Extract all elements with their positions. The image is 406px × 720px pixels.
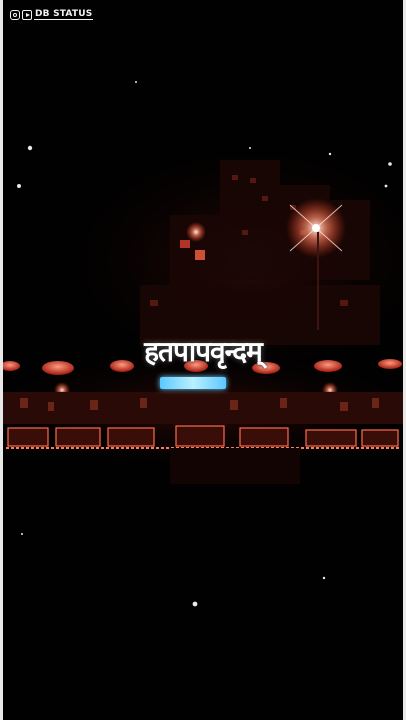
light-small [186,222,206,242]
lyric-highlight-bar [160,377,226,389]
channel-watermark [10,9,93,20]
youtube-icon [22,10,32,20]
ghat-steps [170,448,300,484]
street-light [312,224,320,232]
instagram-icon [10,10,20,20]
lyric-caption: हतपापवृन्दम् [144,335,262,368]
channel-name: DB STATUS [35,9,93,19]
